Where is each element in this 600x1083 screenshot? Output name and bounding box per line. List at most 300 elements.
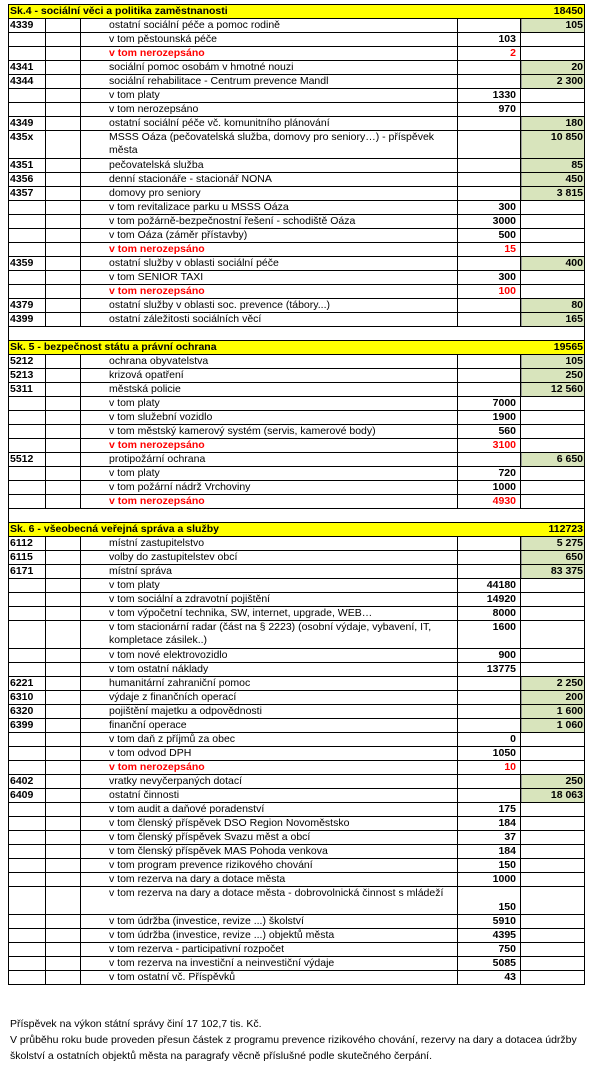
paragraph-code: 5512: [9, 453, 46, 466]
total-amount: 20: [521, 61, 584, 74]
total-amount: 450: [521, 173, 584, 186]
table-row: [9, 256, 584, 270]
item-description: v tom rezerva na investiční a neinvestiční výdaje: [81, 957, 458, 970]
paragraph-code: [9, 89, 46, 102]
total-amount: [521, 733, 584, 746]
partial-amount: 37: [458, 831, 521, 844]
partial-amount: 184: [458, 817, 521, 830]
item-description: v tom údržba (investice, revize ...) školství: [81, 915, 458, 928]
sub-column: [46, 789, 81, 802]
paragraph-code: [9, 831, 46, 844]
total-amount: [521, 593, 584, 606]
section-header: [9, 4, 584, 18]
sub-column: [46, 887, 81, 914]
item-description: ostatní služby v oblasti sociální péče: [81, 257, 458, 270]
item-description: v tom rezerva na dary a dotace města - dobrovolnická činnost s mládeží: [81, 887, 458, 914]
total-amount: [521, 845, 584, 858]
item-description: v tom platy: [81, 397, 458, 410]
sub-column: [46, 607, 81, 620]
paragraph-code: 4379: [9, 299, 46, 312]
partial-amount: [458, 565, 521, 578]
total-amount: 1 600: [521, 705, 584, 718]
table-row: [9, 60, 584, 74]
partial-amount: [458, 705, 521, 718]
item-description: v tom městský kamerový systém (servis, kamerové body): [81, 425, 458, 438]
sub-column: [46, 677, 81, 690]
sub-column: [46, 411, 81, 424]
sub-column: [46, 747, 81, 760]
partial-amount: [458, 75, 521, 88]
item-description: volby do zastupitelstev obcí: [81, 551, 458, 564]
total-amount: [521, 761, 584, 774]
paragraph-code: 4344: [9, 75, 46, 88]
item-description: sociální pomoc osobám v hmotné nouzi: [81, 61, 458, 74]
total-amount: [521, 817, 584, 830]
partial-amount: [458, 313, 521, 326]
sub-column: [46, 19, 81, 32]
paragraph-code: [9, 495, 46, 508]
partial-amount: 5085: [458, 957, 521, 970]
total-amount: [521, 243, 584, 256]
partial-amount: 10: [458, 761, 521, 774]
sub-column: [46, 299, 81, 312]
partial-amount: [458, 775, 521, 788]
item-description: v tom odvod DPH: [81, 747, 458, 760]
total-amount: [521, 411, 584, 424]
item-description: v tom požární nádrž Vrchoviny: [81, 481, 458, 494]
sub-column: [46, 159, 81, 172]
table-row: [9, 74, 584, 88]
table-row: [9, 452, 584, 466]
paragraph-code: [9, 873, 46, 886]
table-row: [9, 592, 584, 606]
total-amount: [521, 957, 584, 970]
total-amount: [521, 663, 584, 676]
partial-amount: 4395: [458, 929, 521, 942]
item-description: ostatní záležitosti sociálních věcí: [81, 313, 458, 326]
table-row: [9, 424, 584, 438]
total-amount: [521, 873, 584, 886]
item-description: v tom Oáza (záměr přístavby): [81, 229, 458, 242]
paragraph-code: [9, 285, 46, 298]
total-amount: 18 063: [521, 789, 584, 802]
section-title: Sk. 5 - bezpečnost státu a právní ochrana: [10, 341, 217, 353]
table-row: [9, 312, 584, 326]
sub-column: [46, 467, 81, 480]
sub-column: [46, 61, 81, 74]
sub-column: [46, 383, 81, 396]
total-amount: [521, 859, 584, 872]
partial-amount: 14920: [458, 593, 521, 606]
sub-column: [46, 817, 81, 830]
item-description: v tom platy: [81, 467, 458, 480]
table-row: [9, 620, 584, 648]
paragraph-code: [9, 649, 46, 662]
item-description: v tom členský příspěvek MAS Pohoda venkova: [81, 845, 458, 858]
paragraph-code: [9, 201, 46, 214]
table-row: [9, 382, 584, 396]
sub-column: [46, 271, 81, 284]
partial-amount: 13775: [458, 663, 521, 676]
note-transfer: V průběhu roku bude proveden přesun částek z programu prevence rizikového chování, rezervy na dary a dotacea údržby školství a ostatních objektů města na paragrafy věcně příslušné podle skutečného čerpání.: [10, 1034, 577, 1062]
sub-column: [46, 117, 81, 130]
total-amount: [521, 971, 584, 984]
paragraph-code: [9, 243, 46, 256]
partial-amount: [458, 257, 521, 270]
total-amount: [521, 467, 584, 480]
sub-column: [46, 495, 81, 508]
total-amount: 180: [521, 117, 584, 130]
sub-column: [46, 369, 81, 382]
table-row: [9, 270, 584, 284]
partial-amount: 7000: [458, 397, 521, 410]
partial-amount: [458, 383, 521, 396]
sub-column: [46, 313, 81, 326]
section-spacer: [9, 508, 584, 522]
sub-column: [46, 733, 81, 746]
paragraph-code: [9, 663, 46, 676]
table-row: [9, 242, 584, 256]
sub-column: [46, 47, 81, 60]
paragraph-code: [9, 481, 46, 494]
paragraph-code: [9, 943, 46, 956]
paragraph-code: [9, 33, 46, 46]
paragraph-code: 4341: [9, 61, 46, 74]
total-amount: 400: [521, 257, 584, 270]
item-description: v tom členský příspěvek DSO Region Novoměstsko: [81, 817, 458, 830]
sub-column: [46, 439, 81, 452]
table-row: [9, 18, 584, 32]
sub-column: [46, 229, 81, 242]
paragraph-code: [9, 915, 46, 928]
partial-amount: 900: [458, 649, 521, 662]
item-description: ostatní činnosti: [81, 789, 458, 802]
table-row: [9, 480, 584, 494]
section-title: Sk.4 - sociální věci a politika zaměstnanosti: [10, 5, 228, 17]
partial-amount: [458, 537, 521, 550]
item-description: v tom sociální a zdravotní pojištění: [81, 593, 458, 606]
total-amount: 250: [521, 369, 584, 382]
partial-amount: 560: [458, 425, 521, 438]
table-row: [9, 970, 584, 984]
table-row: [9, 46, 584, 60]
item-description: výdaje z finančních operací: [81, 691, 458, 704]
sub-column: [46, 131, 81, 158]
table-row: [9, 690, 584, 704]
section-total: 112723: [548, 523, 583, 535]
total-amount: [521, 747, 584, 760]
sub-column: [46, 425, 81, 438]
item-description: v tom nerozepsáno: [81, 243, 458, 256]
table-row: [9, 214, 584, 228]
total-amount: [521, 481, 584, 494]
paragraph-code: [9, 271, 46, 284]
paragraph-code: 6409: [9, 789, 46, 802]
total-amount: [521, 649, 584, 662]
partial-amount: 44180: [458, 579, 521, 592]
partial-amount: 1050: [458, 747, 521, 760]
partial-amount: 300: [458, 271, 521, 284]
paragraph-code: 6402: [9, 775, 46, 788]
total-amount: [521, 285, 584, 298]
sub-column: [46, 75, 81, 88]
sub-column: [46, 593, 81, 606]
table-row: [9, 746, 584, 760]
table-row: [9, 536, 584, 550]
paragraph-code: 6310: [9, 691, 46, 704]
partial-amount: 1600: [458, 621, 521, 648]
total-amount: [521, 579, 584, 592]
paragraph-code: [9, 747, 46, 760]
paragraph-code: [9, 887, 46, 914]
partial-amount: [458, 719, 521, 732]
table-row: [9, 788, 584, 802]
total-amount: [521, 831, 584, 844]
paragraph-code: 5311: [9, 383, 46, 396]
sub-column: [46, 453, 81, 466]
paragraph-code: [9, 845, 46, 858]
total-amount: [521, 607, 584, 620]
item-description: ostatní sociální péče a pomoc rodině: [81, 19, 458, 32]
paragraph-code: 4349: [9, 117, 46, 130]
sub-column: [46, 621, 81, 648]
table-row: [9, 676, 584, 690]
paragraph-code: [9, 957, 46, 970]
sub-column: [46, 929, 81, 942]
partial-amount: 3100: [458, 439, 521, 452]
paragraph-code: 6171: [9, 565, 46, 578]
paragraph-code: [9, 397, 46, 410]
paragraph-code: [9, 803, 46, 816]
sub-column: [46, 803, 81, 816]
item-description: v tom nerozepsáno: [81, 439, 458, 452]
sub-column: [46, 873, 81, 886]
sub-column: [46, 691, 81, 704]
sub-column: [46, 89, 81, 102]
total-amount: 105: [521, 355, 584, 368]
partial-amount: [458, 299, 521, 312]
total-amount: 165: [521, 313, 584, 326]
sub-column: [46, 859, 81, 872]
total-amount: 10 850: [521, 131, 584, 158]
total-amount: [521, 201, 584, 214]
table-row: [9, 928, 584, 942]
sub-column: [46, 957, 81, 970]
item-description: v tom SENIOR TAXI: [81, 271, 458, 284]
partial-amount: 970: [458, 103, 521, 116]
partial-amount: [458, 61, 521, 74]
table-row: [9, 732, 584, 746]
paragraph-code: [9, 929, 46, 942]
table-row: [9, 662, 584, 676]
paragraph-code: [9, 467, 46, 480]
section-spacer: [9, 326, 584, 340]
sub-column: [46, 761, 81, 774]
paragraph-code: 6115: [9, 551, 46, 564]
section-total: 18450: [553, 5, 583, 17]
partial-amount: 15: [458, 243, 521, 256]
sub-column: [46, 971, 81, 984]
partial-amount: 2: [458, 47, 521, 60]
table-row: [9, 774, 584, 788]
table-row: [9, 578, 584, 592]
sub-column: [46, 719, 81, 732]
item-description: pojištění majetku a odpovědnosti: [81, 705, 458, 718]
total-amount: [521, 271, 584, 284]
partial-amount: [458, 355, 521, 368]
item-description: finanční operace: [81, 719, 458, 732]
partial-amount: 175: [458, 803, 521, 816]
partial-amount: [458, 677, 521, 690]
sub-column: [46, 579, 81, 592]
table-row: [9, 298, 584, 312]
total-amount: [521, 929, 584, 942]
table-row: [9, 606, 584, 620]
partial-amount: 4930: [458, 495, 521, 508]
sub-column: [46, 845, 81, 858]
sub-column: [46, 187, 81, 200]
table-row: [9, 886, 584, 914]
sub-column: [46, 481, 81, 494]
table-row: [9, 564, 584, 578]
item-description: v tom audit a daňové poradenství: [81, 803, 458, 816]
sub-column: [46, 565, 81, 578]
paragraph-code: [9, 229, 46, 242]
table-row: [9, 494, 584, 508]
paragraph-code: [9, 579, 46, 592]
sub-column: [46, 173, 81, 186]
partial-amount: 5910: [458, 915, 521, 928]
paragraph-code: 5213: [9, 369, 46, 382]
partial-amount: 750: [458, 943, 521, 956]
sub-column: [46, 775, 81, 788]
total-amount: 80: [521, 299, 584, 312]
partial-amount: [458, 551, 521, 564]
section-header: [9, 522, 584, 536]
item-description: v tom revitalizace parku u MSSS Oáza: [81, 201, 458, 214]
table-row: [9, 858, 584, 872]
sub-column: [46, 915, 81, 928]
table-row: [9, 942, 584, 956]
item-description: krizová opatření: [81, 369, 458, 382]
sub-column: [46, 243, 81, 256]
sub-column: [46, 33, 81, 46]
sub-column: [46, 103, 81, 116]
partial-amount: [458, 369, 521, 382]
table-row: [9, 116, 584, 130]
total-amount: [521, 103, 584, 116]
item-description: v tom platy: [81, 89, 458, 102]
total-amount: 5 275: [521, 537, 584, 550]
sub-column: [46, 201, 81, 214]
section-header: [9, 340, 584, 354]
table-row: [9, 354, 584, 368]
table-row: [9, 102, 584, 116]
sub-column: [46, 943, 81, 956]
paragraph-code: 4399: [9, 313, 46, 326]
table-row: [9, 956, 584, 970]
paragraph-code: 5212: [9, 355, 46, 368]
item-description: pečovatelská služba: [81, 159, 458, 172]
item-description: MSSS Oáza (pečovatelská služba, domovy pro seniory…) - příspěvek města: [81, 131, 458, 158]
paragraph-code: [9, 607, 46, 620]
item-description: vratky nevyčerpaných dotací: [81, 775, 458, 788]
partial-amount: 0: [458, 733, 521, 746]
item-description: v tom nové elektrovozidlo: [81, 649, 458, 662]
item-description: humanitární zahraniční pomoc: [81, 677, 458, 690]
partial-amount: 8000: [458, 607, 521, 620]
paragraph-code: 6221: [9, 677, 46, 690]
total-amount: 105: [521, 19, 584, 32]
partial-amount: 103: [458, 33, 521, 46]
partial-amount: 184: [458, 845, 521, 858]
table-row: [9, 158, 584, 172]
sub-column: [46, 551, 81, 564]
sub-column: [46, 285, 81, 298]
table-row: [9, 32, 584, 46]
item-description: v tom ostatní vč. Příspěvků: [81, 971, 458, 984]
table-row: [9, 130, 584, 158]
item-description: v tom členský příspěvek Svazu měst a obcí: [81, 831, 458, 844]
total-amount: [521, 887, 584, 914]
item-description: místní správa: [81, 565, 458, 578]
paragraph-code: [9, 859, 46, 872]
paragraph-code: 6399: [9, 719, 46, 732]
total-amount: 2 300: [521, 75, 584, 88]
total-amount: [521, 803, 584, 816]
sub-column: [46, 257, 81, 270]
table-row: [9, 88, 584, 102]
item-description: denní stacionáře - stacionář NONA: [81, 173, 458, 186]
partial-amount: 43: [458, 971, 521, 984]
partial-amount: [458, 19, 521, 32]
table-row: [9, 228, 584, 242]
table-row: [9, 284, 584, 298]
item-description: domovy pro seniory: [81, 187, 458, 200]
item-description: v tom program prevence rizikového chování: [81, 859, 458, 872]
partial-amount: 1000: [458, 873, 521, 886]
partial-amount: 500: [458, 229, 521, 242]
item-description: v tom stacionární radar (část na § 2223) (osobní výdaje, vybavení, IT, kompletace zásilek..): [81, 621, 458, 648]
table-row: [9, 802, 584, 816]
paragraph-code: [9, 103, 46, 116]
table-row: [9, 172, 584, 186]
partial-amount: 150: [458, 859, 521, 872]
partial-amount: [458, 159, 521, 172]
paragraph-code: [9, 439, 46, 452]
item-description: v tom požárně-bezpečnostní řešení - schodiště Oáza: [81, 215, 458, 228]
partial-amount: 1900: [458, 411, 521, 424]
table-row: [9, 830, 584, 844]
paragraph-code: 4356: [9, 173, 46, 186]
paragraph-code: 6112: [9, 537, 46, 550]
total-amount: [521, 495, 584, 508]
partial-amount: 150: [458, 887, 521, 914]
sub-column: [46, 831, 81, 844]
sub-column: [46, 663, 81, 676]
item-description: protipožární ochrana: [81, 453, 458, 466]
partial-amount: 300: [458, 201, 521, 214]
partial-amount: [458, 131, 521, 158]
partial-amount: 1000: [458, 481, 521, 494]
paragraph-code: 4351: [9, 159, 46, 172]
partial-amount: [458, 453, 521, 466]
table-row: [9, 872, 584, 886]
table-row: [9, 438, 584, 452]
total-amount: 1 060: [521, 719, 584, 732]
paragraph-code: 4359: [9, 257, 46, 270]
total-amount: [521, 621, 584, 648]
